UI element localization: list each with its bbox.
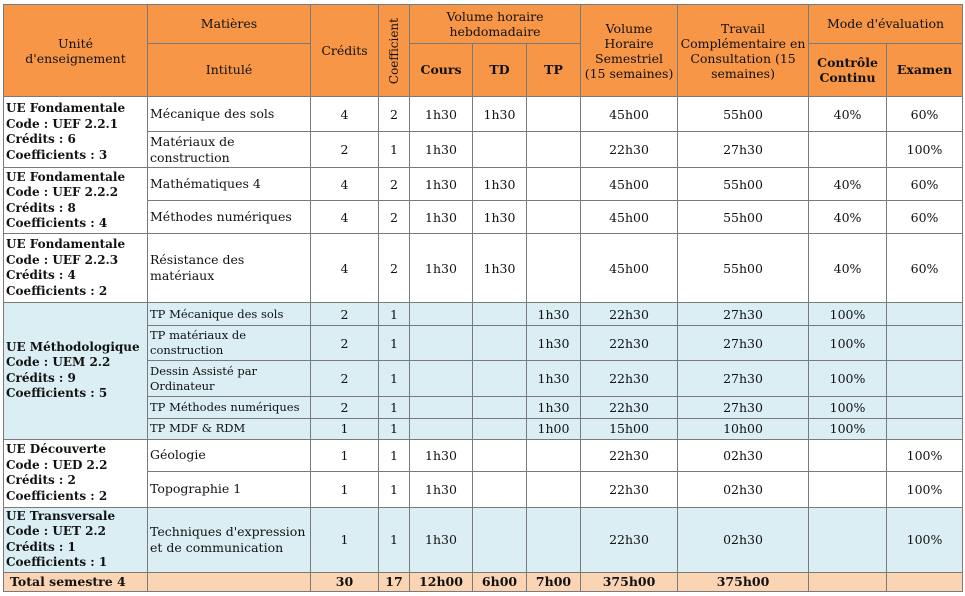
coef-cell: 1: [379, 325, 410, 361]
unit-line: Code : UED 2.2: [6, 457, 108, 472]
table-row: [4, 419, 963, 439]
travail-cell: 55h00: [678, 168, 809, 200]
subject-name: TP Méthodes numériques: [148, 396, 311, 418]
table-row: [4, 361, 963, 397]
vhs-cell: 45h00: [581, 234, 678, 303]
cc-cell: 100%: [809, 396, 887, 418]
vhs-cell: 22h30: [581, 396, 678, 418]
unit-uet-22: [4, 507, 148, 572]
unit-line: Crédits : 2: [6, 473, 76, 487]
table-row: [4, 471, 963, 507]
subject-name: Mathématiques 4: [148, 168, 311, 200]
cours-cell: 1h30: [410, 168, 473, 200]
table-row: [4, 303, 963, 325]
exam-cell: 100%: [887, 507, 963, 572]
travail-cell: 02h30: [678, 507, 809, 572]
exam-cell: 100%: [887, 439, 963, 471]
cours-cell: [410, 303, 473, 325]
unit-line: Coefficients : 3: [6, 147, 108, 162]
total-empty: [887, 572, 963, 592]
td-cell: [473, 439, 527, 471]
unit-line: UE Fondamentale: [6, 101, 126, 116]
unit-line: Crédits : 9: [6, 370, 76, 385]
cours-cell: [410, 325, 473, 361]
subject-name: Mécanique des sols: [148, 97, 311, 132]
subject-name: TP matériaux de construction: [148, 325, 311, 361]
tp-cell: 1h30: [527, 303, 581, 325]
vhs-cell: 45h00: [581, 97, 678, 132]
subject-name: Matériaux de construction: [148, 131, 311, 168]
cours-cell: 1h30: [410, 234, 473, 303]
vhs-cell: 15h00: [581, 419, 678, 439]
td-cell: [473, 507, 527, 572]
td-cell: [473, 419, 527, 439]
subject-name: Dessin Assisté par Ordinateur: [148, 361, 311, 397]
cc-cell: 40%: [809, 234, 887, 303]
vhs-cell: 45h00: [581, 200, 678, 234]
cours-cell: [410, 419, 473, 439]
table-row: [4, 396, 963, 418]
exam-cell: 100%: [887, 471, 963, 507]
unit-line: UE Fondamentale: [6, 169, 126, 184]
tp-cell: [527, 439, 581, 471]
total-cours: 12h00: [410, 572, 473, 592]
table-row: [4, 507, 963, 572]
credits-cell: 1: [311, 471, 379, 507]
cours-cell: 1h30: [410, 439, 473, 471]
unit-line: Coefficients : 5: [6, 386, 108, 401]
cc-cell: 100%: [809, 325, 887, 361]
coef-cell: 1: [379, 361, 410, 397]
header-controle: Contrôle Continu: [809, 43, 887, 97]
cc-cell: [809, 131, 887, 168]
unit-uef-223: [4, 234, 148, 303]
subject-name: Techniques d'expression et de communication: [148, 507, 311, 572]
coef-cell: 2: [379, 97, 410, 132]
exam-cell: 60%: [887, 200, 963, 234]
credits-cell: 1: [311, 419, 379, 439]
cc-cell: [809, 439, 887, 471]
credits-cell: 2: [311, 131, 379, 168]
tp-cell: [527, 168, 581, 200]
table-row: [4, 168, 963, 200]
vhs-cell: 22h30: [581, 131, 678, 168]
unit-line: Crédits : 4: [6, 268, 76, 283]
subject-name: TP Mécanique des sols: [148, 303, 311, 325]
unit-line: UE Fondamentale: [6, 237, 126, 252]
travail-cell: 02h30: [678, 471, 809, 507]
credits-cell: 2: [311, 361, 379, 397]
header-coefficient-label: Coefficient: [386, 17, 401, 84]
unit-uem-22: [4, 303, 148, 439]
header-intitule: Intitulé: [148, 43, 311, 97]
table-row: [4, 131, 963, 168]
header-mode: Mode d'évaluation: [809, 5, 963, 44]
tp-cell: [527, 131, 581, 168]
total-tp: 7h00: [527, 572, 581, 592]
td-cell: 1h30: [473, 168, 527, 200]
exam-cell: 60%: [887, 234, 963, 303]
unit-line: UE Transversale: [6, 508, 116, 523]
cours-cell: 1h30: [410, 131, 473, 168]
credits-cell: 4: [311, 200, 379, 234]
coef-cell: 2: [379, 168, 410, 200]
travail-cell: 02h30: [678, 439, 809, 471]
cc-cell: 100%: [809, 419, 887, 439]
header-unite: Unité d'enseignement: [4, 5, 148, 97]
tp-cell: [527, 200, 581, 234]
header-coefficient: [379, 5, 410, 97]
cc-cell: [809, 507, 887, 572]
total-travail: 375h00: [678, 572, 809, 592]
unit-line: Coefficients : 2: [6, 488, 108, 503]
subject-name: Topographie 1: [148, 471, 311, 507]
exam-cell: 60%: [887, 168, 963, 200]
vhs-cell: 22h30: [581, 471, 678, 507]
total-vhs: 375h00: [581, 572, 678, 592]
coef-cell: 1: [379, 396, 410, 418]
td-cell: 1h30: [473, 97, 527, 132]
program-table: [3, 4, 963, 592]
td-cell: [473, 361, 527, 397]
header-td: TD: [473, 43, 527, 97]
unit-line: Coefficients : 2: [6, 283, 108, 298]
subject-name: Méthodes numériques: [148, 200, 311, 234]
unit-line: Code : UEM 2.2: [6, 355, 111, 370]
vhs-cell: 22h30: [581, 439, 678, 471]
total-coef: 17: [379, 572, 410, 592]
unit-uef-222: [4, 168, 148, 234]
exam-cell: [887, 325, 963, 361]
td-cell: 1h30: [473, 234, 527, 303]
tp-cell: 1h30: [527, 361, 581, 397]
cc-cell: [809, 471, 887, 507]
td-cell: [473, 325, 527, 361]
tp-cell: [527, 97, 581, 132]
credits-cell: 1: [311, 507, 379, 572]
table-row: [4, 325, 963, 361]
credits-cell: 2: [311, 325, 379, 361]
table-row: [4, 439, 963, 471]
unit-line: Crédits : 6: [6, 132, 76, 147]
travail-cell: 10h00: [678, 419, 809, 439]
travail-cell: 55h00: [678, 97, 809, 132]
unit-ued-22: [4, 439, 148, 507]
cours-cell: 1h30: [410, 97, 473, 132]
tp-cell: [527, 471, 581, 507]
cc-cell: 40%: [809, 200, 887, 234]
total-td: 6h00: [473, 572, 527, 592]
unit-line: Code : UEF 2.2.3: [6, 252, 119, 267]
vhs-cell: 22h30: [581, 361, 678, 397]
coef-cell: 1: [379, 131, 410, 168]
table-row: [4, 234, 963, 303]
vhs-cell: 22h30: [581, 507, 678, 572]
total-row: [4, 572, 963, 592]
subject-name: TP MDF & RDM: [148, 419, 311, 439]
unit-line: UE Méthodologique: [6, 339, 140, 354]
cours-cell: 1h30: [410, 200, 473, 234]
travail-cell: 27h30: [678, 325, 809, 361]
travail-cell: 27h30: [678, 131, 809, 168]
exam-cell: [887, 303, 963, 325]
travail-cell: 27h30: [678, 396, 809, 418]
travail-cell: 27h30: [678, 303, 809, 325]
coef-cell: 1: [379, 507, 410, 572]
header-travail: Travail Complémentaire en Consultation (15 semaines): [678, 5, 809, 97]
header-cours: Cours: [410, 43, 473, 97]
travail-cell: 55h00: [678, 200, 809, 234]
cours-cell: [410, 396, 473, 418]
unit-line: Code : UET 2.2: [6, 524, 106, 538]
table-row: [4, 200, 963, 234]
header-examen: Examen: [887, 43, 963, 97]
unit-line: Crédits : 1: [6, 539, 76, 554]
header-volume-semestriel: Volume Horaire Semestriel (15 semaines): [581, 5, 678, 97]
cc-cell: 100%: [809, 361, 887, 397]
tp-cell: [527, 234, 581, 303]
unit-line: Coefficients : 1: [6, 555, 108, 569]
total-empty: [148, 572, 311, 592]
subject-name: Résistance des matériaux: [148, 234, 311, 303]
header-credits: Crédits: [311, 5, 379, 97]
total-label: Total semestre 4: [4, 572, 148, 592]
cc-cell: 100%: [809, 303, 887, 325]
unit-line: Code : UEF 2.2.2: [6, 185, 119, 200]
vhs-cell: 22h30: [581, 325, 678, 361]
total-empty: [809, 572, 887, 592]
tp-cell: 1h30: [527, 396, 581, 418]
exam-cell: [887, 419, 963, 439]
tp-cell: 1h30: [527, 325, 581, 361]
unit-line: Code : UEF 2.2.1: [6, 116, 119, 131]
coef-cell: 1: [379, 303, 410, 325]
td-cell: [473, 303, 527, 325]
tp-cell: 1h00: [527, 419, 581, 439]
exam-cell: 60%: [887, 97, 963, 132]
credits-cell: 4: [311, 168, 379, 200]
cours-cell: 1h30: [410, 507, 473, 572]
coef-cell: 2: [379, 200, 410, 234]
unit-line: Crédits : 8: [6, 200, 76, 215]
unit-line: Coefficients : 4: [6, 216, 108, 231]
coef-cell: 1: [379, 439, 410, 471]
vhs-cell: 22h30: [581, 303, 678, 325]
unit-uef-221: [4, 97, 148, 168]
credits-cell: 2: [311, 396, 379, 418]
coef-cell: 2: [379, 234, 410, 303]
table-row: [4, 97, 963, 132]
header-volume-hebdo: Volume horaire hebdomadaire: [410, 5, 581, 44]
unit-line: UE Découverte: [6, 442, 106, 456]
vhs-cell: 45h00: [581, 168, 678, 200]
coef-cell: 1: [379, 471, 410, 507]
tp-cell: [527, 507, 581, 572]
total-credits: 30: [311, 572, 379, 592]
cours-cell: 1h30: [410, 471, 473, 507]
cc-cell: 40%: [809, 168, 887, 200]
cours-cell: [410, 361, 473, 397]
subject-name: Géologie: [148, 439, 311, 471]
exam-cell: [887, 361, 963, 397]
td-cell: [473, 396, 527, 418]
travail-cell: 55h00: [678, 234, 809, 303]
credits-cell: 4: [311, 97, 379, 132]
credits-cell: 1: [311, 439, 379, 471]
header-matieres: Matières: [148, 5, 311, 44]
coef-cell: 1: [379, 419, 410, 439]
exam-cell: [887, 396, 963, 418]
header-tp: TP: [527, 43, 581, 97]
td-cell: 1h30: [473, 200, 527, 234]
cc-cell: 40%: [809, 97, 887, 132]
td-cell: [473, 131, 527, 168]
exam-cell: 100%: [887, 131, 963, 168]
td-cell: [473, 471, 527, 507]
credits-cell: 4: [311, 234, 379, 303]
credits-cell: 2: [311, 303, 379, 325]
travail-cell: 27h30: [678, 361, 809, 397]
